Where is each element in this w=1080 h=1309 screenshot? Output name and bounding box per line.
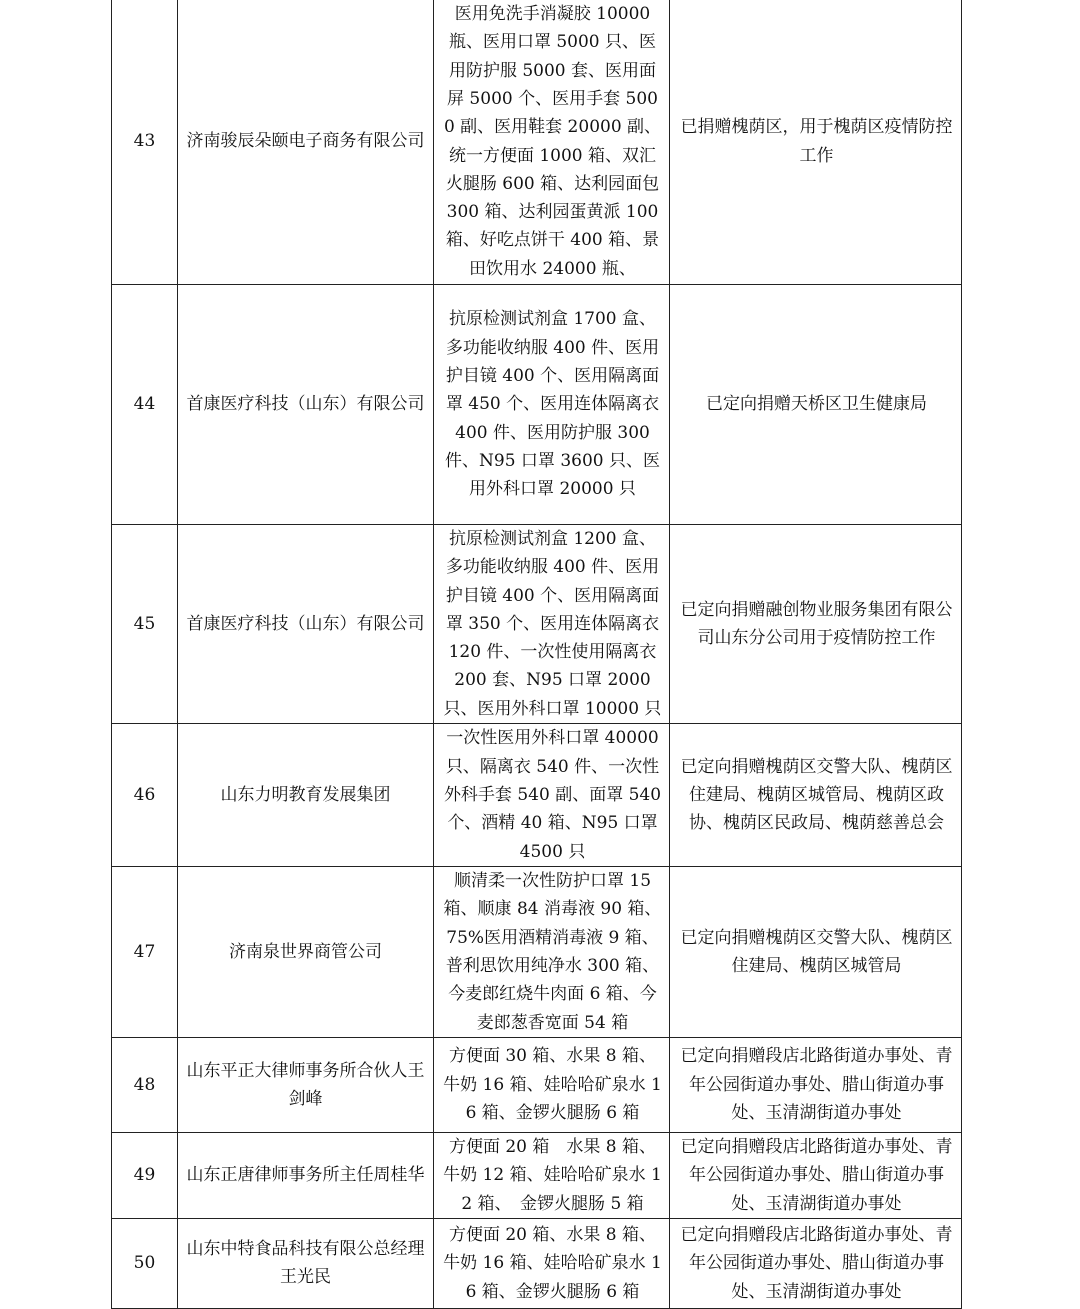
donated-items: 抗原检测试剂盒 1200 盒、多功能收纳服 400 件、医用护目镜 400 个、医用隔离面罩 350 个、医用连体隔离衣 120 件、一次性使用隔离衣 200 套、N95 口罩 2000 只、医用外科口罩 10000 只 bbox=[434, 525, 670, 724]
donation-destination: 已定向捐赠段店北路街道办事处、青年公园街道办事处、腊山街道办事处、玉清湖街道办事处 bbox=[670, 1132, 962, 1218]
row-number: 49 bbox=[112, 1132, 178, 1218]
donated-items: 顺清柔一次性防护口罩 15 箱、顺康 84 消毒液 90 箱、75%医用酒精消毒液 9 箱、普利思饮用纯净水 300 箱、今麦郎红烧牛肉面 6 箱、今麦郎葱香宽面 54 箱 bbox=[434, 867, 670, 1038]
donor-name: 济南泉世界商管公司 bbox=[178, 867, 434, 1038]
donation-destination: 已定向捐赠段店北路街道办事处、青年公园街道办事处、腊山街道办事处、玉清湖街道办事处 bbox=[670, 1218, 962, 1308]
table-row bbox=[112, 1132, 962, 1218]
donor-name: 首康医疗科技（山东）有限公司 bbox=[178, 285, 434, 525]
donated-items: 方便面 20 箱、水果 8 箱、牛奶 16 箱、娃哈哈矿泉水 16 箱、金锣火腿肠 6 箱 bbox=[434, 1218, 670, 1308]
donated-items: 医用免洗手消凝胶 10000 瓶、医用口罩 5000 只、医用防护服 5000 套、医用面屏 5000 个、医用手套 5000 副、医用鞋套 20000 副、统一方便面 1000 箱、双汇火腿肠 600 箱、达利园面包 300 箱、达利园蛋黄派 100 箱、好吃点饼干 400 箱、景田饮用水 24000 瓶、 bbox=[434, 0, 670, 285]
donation-destination: 已定向捐赠融创物业服务集团有限公司山东分公司用于疫情防控工作 bbox=[670, 525, 962, 724]
table-row bbox=[112, 0, 962, 285]
table-row bbox=[112, 1218, 962, 1308]
row-number: 48 bbox=[112, 1037, 178, 1132]
donated-items: 方便面 20 箱 水果 8 箱、牛奶 12 箱、娃哈哈矿泉水 12 箱、 金锣火腿肠 5 箱 bbox=[434, 1132, 670, 1218]
donor-name: 山东力明教育发展集团 bbox=[178, 724, 434, 867]
row-number: 50 bbox=[112, 1218, 178, 1308]
row-number: 44 bbox=[112, 285, 178, 525]
row-number: 43 bbox=[112, 0, 178, 285]
donation-destination: 已定向捐赠天桥区卫生健康局 bbox=[670, 285, 962, 525]
donated-items: 一次性医用外科口罩 40000 只、隔离衣 540 件、一次性外科手套 540 副、面罩 540 个、酒精 40 箱、N95 口罩 4500 只 bbox=[434, 724, 670, 867]
row-number: 45 bbox=[112, 525, 178, 724]
donor-name: 济南骏辰朵颐电子商务有限公司 bbox=[178, 0, 434, 285]
donation-destination: 已定向捐赠段店北路街道办事处、青年公园街道办事处、腊山街道办事处、玉清湖街道办事处 bbox=[670, 1037, 962, 1132]
donation-destination: 已定向捐赠槐荫区交警大队、槐荫区住建局、槐荫区城管局、槐荫区政协、槐荫区民政局、槐荫慈善总会 bbox=[670, 724, 962, 867]
table-row bbox=[112, 285, 962, 525]
donated-items: 抗原检测试剂盒 1700 盒、多功能收纳服 400 件、医用护目镜 400 个、医用隔离面罩 450 个、医用连体隔离衣 400 件、医用防护服 300 件、N95 口罩 3600 只、医用外科口罩 20000 只 bbox=[434, 285, 670, 525]
donations-table bbox=[111, 0, 962, 1309]
donated-items: 方便面 30 箱、水果 8 箱、牛奶 16 箱、娃哈哈矿泉水 16 箱、金锣火腿肠 6 箱 bbox=[434, 1037, 670, 1132]
table-row bbox=[112, 1037, 962, 1132]
table-row bbox=[112, 724, 962, 867]
donor-name: 山东正唐律师事务所主任周桂华 bbox=[178, 1132, 434, 1218]
row-number: 47 bbox=[112, 867, 178, 1038]
donor-name: 首康医疗科技（山东）有限公司 bbox=[178, 525, 434, 724]
table-row bbox=[112, 525, 962, 724]
donor-name: 山东中特食品科技有限公总经理王光民 bbox=[178, 1218, 434, 1308]
row-number: 46 bbox=[112, 724, 178, 867]
table-row bbox=[112, 867, 962, 1038]
donor-name: 山东平正大律师事务所合伙人王剑峰 bbox=[178, 1037, 434, 1132]
donation-destination: 已定向捐赠槐荫区交警大队、槐荫区住建局、槐荫区城管局 bbox=[670, 867, 962, 1038]
donation-destination: 已捐赠槐荫区，用于槐荫区疫情防控工作 bbox=[670, 0, 962, 285]
